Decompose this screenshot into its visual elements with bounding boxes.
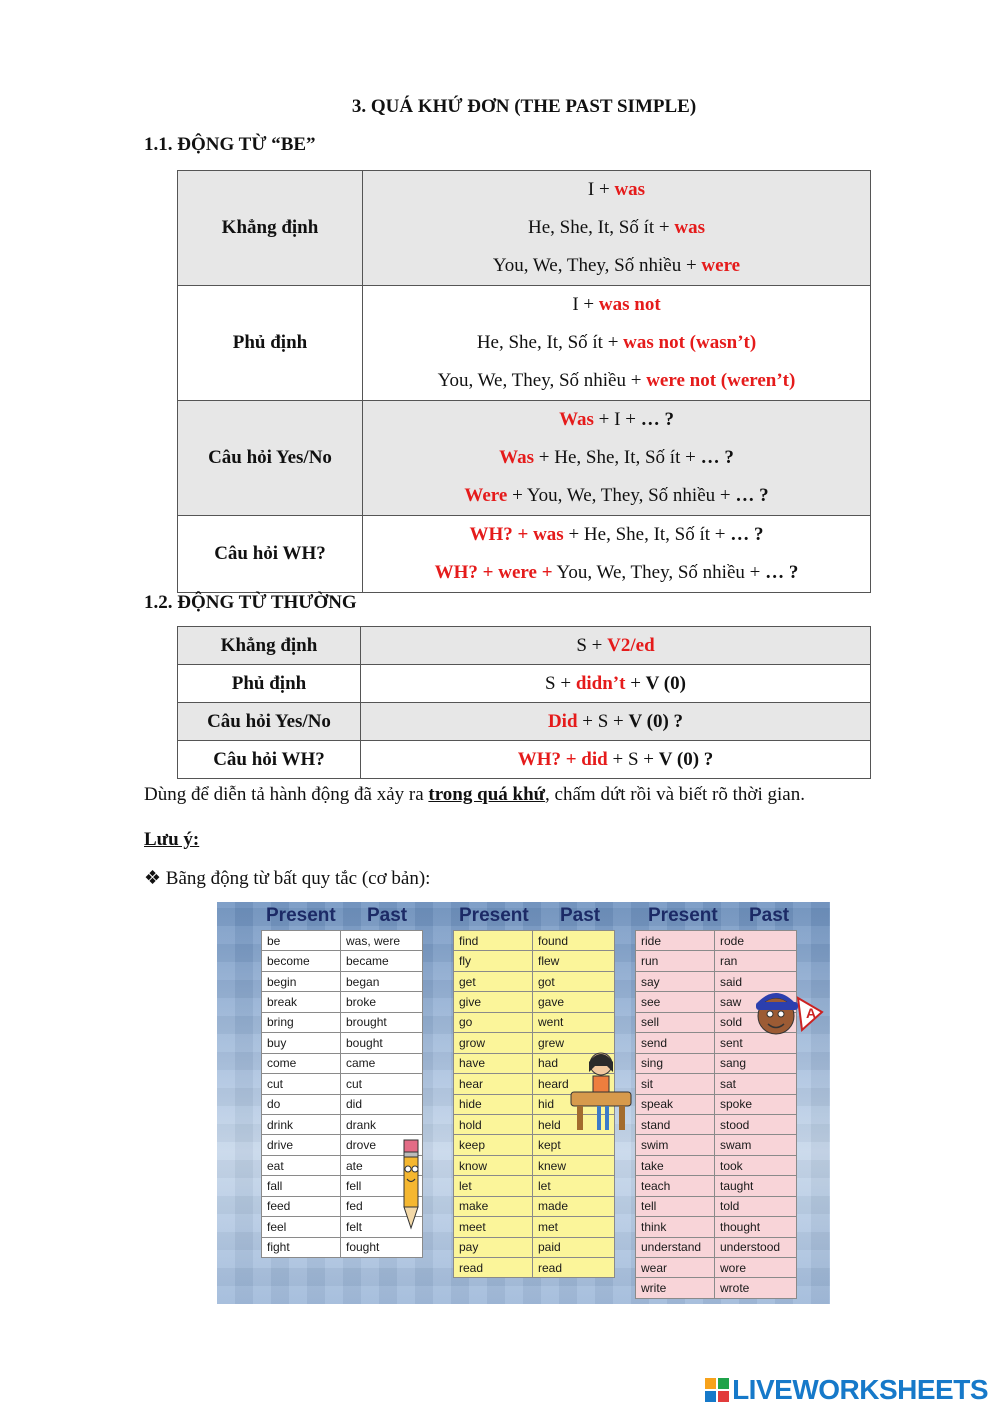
text-part: + S + bbox=[607, 748, 659, 770]
past-form: went bbox=[533, 1012, 615, 1032]
girl-at-desk-icon bbox=[567, 1048, 637, 1144]
past-form: fell bbox=[341, 1176, 423, 1196]
highlight-text: was bbox=[614, 179, 646, 200]
highlight-text: Did bbox=[547, 710, 578, 732]
present-form: drive bbox=[262, 1135, 341, 1155]
formula-line bbox=[363, 439, 870, 477]
verb-row bbox=[454, 931, 615, 951]
past-form: did bbox=[341, 1094, 423, 1114]
highlight-text: was bbox=[674, 217, 705, 238]
section-heading-regular: 1.2. ĐỘNG TỪ THƯỜNG bbox=[144, 592, 357, 613]
row-content bbox=[363, 286, 871, 401]
highlight-text: were not (weren’t) bbox=[646, 370, 796, 391]
highlight-text: Was bbox=[559, 409, 594, 430]
text-part: … ? bbox=[765, 562, 799, 583]
past-form: saw bbox=[715, 992, 797, 1012]
row-content bbox=[363, 171, 871, 286]
formula-line bbox=[363, 516, 870, 554]
table-row bbox=[178, 703, 871, 741]
present-form: keep bbox=[454, 1135, 533, 1155]
past-form: began bbox=[341, 971, 423, 991]
text-part: … ? bbox=[700, 447, 734, 468]
usage-emphasis: trong quá khứ bbox=[428, 784, 546, 805]
past-form: held bbox=[533, 1114, 615, 1134]
present-form: have bbox=[454, 1053, 533, 1073]
past-form: rode bbox=[715, 931, 797, 951]
past-form: broke bbox=[341, 992, 423, 1012]
usage-paragraph bbox=[144, 784, 805, 806]
text-part: You, We, They, Số nhiều + bbox=[437, 370, 647, 391]
table-row bbox=[178, 627, 871, 665]
past-form: fought bbox=[341, 1237, 423, 1257]
verb-row bbox=[454, 971, 615, 991]
present-form: fight bbox=[262, 1237, 341, 1257]
past-form: found bbox=[533, 931, 615, 951]
verb-row bbox=[454, 1217, 615, 1237]
header-past: Past bbox=[749, 905, 790, 926]
present-form: pay bbox=[454, 1237, 533, 1257]
past-form: knew bbox=[533, 1155, 615, 1175]
usage-text-end: , chấm dứt rồi và biết rõ thời gian. bbox=[545, 784, 805, 805]
past-form: stood bbox=[715, 1114, 797, 1134]
present-form: grow bbox=[454, 1033, 533, 1053]
past-form: grew bbox=[533, 1033, 615, 1053]
verb-row bbox=[262, 1237, 423, 1257]
verb-row bbox=[636, 951, 797, 971]
highlight-text: WH? + were + bbox=[434, 562, 553, 583]
verb-row bbox=[636, 1196, 797, 1216]
text-part: V (0) bbox=[645, 672, 686, 694]
present-form: let bbox=[454, 1176, 533, 1196]
present-form: come bbox=[262, 1053, 341, 1073]
logo-text: LIVEWORKSHEETS bbox=[732, 1374, 988, 1405]
liveworksheets-logo bbox=[704, 1374, 988, 1406]
verb-row bbox=[636, 1237, 797, 1257]
row-label: Câu hỏi Yes/No bbox=[178, 401, 363, 516]
present-form: make bbox=[454, 1196, 533, 1216]
present-form: stand bbox=[636, 1114, 715, 1134]
section-heading-be: 1.1. ĐỘNG TỪ “BE” bbox=[144, 134, 316, 155]
text-part: You, We, They, Số nhiều + bbox=[492, 255, 702, 276]
text-part: + You, We, They, Số nhiều + bbox=[507, 485, 736, 506]
text-part: He, She, It, Số ít + bbox=[476, 332, 624, 353]
present-form: say bbox=[636, 971, 715, 991]
text-part: S + bbox=[576, 634, 608, 656]
highlight-text: WH? + was bbox=[469, 524, 564, 545]
formula-line bbox=[363, 477, 870, 515]
verb-row bbox=[636, 1155, 797, 1175]
row-content bbox=[361, 741, 871, 779]
verb-row bbox=[454, 992, 615, 1012]
present-form: feed bbox=[262, 1196, 341, 1216]
present-form: hold bbox=[454, 1114, 533, 1134]
formula-line bbox=[363, 247, 870, 285]
present-form: find bbox=[454, 931, 533, 951]
usage-text: Dùng để diễn tả hành động đã xảy ra bbox=[144, 784, 429, 805]
verb-row bbox=[262, 1114, 423, 1134]
verb-row bbox=[636, 1258, 797, 1278]
table-row bbox=[178, 171, 871, 286]
past-form: took bbox=[715, 1155, 797, 1175]
present-form: bring bbox=[262, 1012, 341, 1032]
present-form: know bbox=[454, 1155, 533, 1175]
verb-row bbox=[636, 1094, 797, 1114]
text-part: + bbox=[625, 672, 646, 694]
verb-row bbox=[454, 1258, 615, 1278]
past-form: paid bbox=[533, 1237, 615, 1257]
verb-row bbox=[636, 1217, 797, 1237]
verb-row bbox=[636, 1176, 797, 1196]
past-form: ran bbox=[715, 951, 797, 971]
present-form: read bbox=[454, 1258, 533, 1278]
past-form: hid bbox=[533, 1094, 615, 1114]
note-label: Lưu ý: bbox=[144, 829, 200, 850]
past-form: told bbox=[715, 1196, 797, 1216]
past-form: brought bbox=[341, 1012, 423, 1032]
row-label: Câu hỏi Yes/No bbox=[178, 703, 361, 741]
present-form: feel bbox=[262, 1217, 341, 1237]
present-form: ride bbox=[636, 931, 715, 951]
highlight-text: WH? + did bbox=[517, 748, 608, 770]
formula-line bbox=[363, 554, 870, 592]
past-form: sold bbox=[715, 1012, 797, 1032]
highlight-text: didn’t bbox=[575, 672, 626, 694]
past-form: drank bbox=[341, 1114, 423, 1134]
present-form: get bbox=[454, 971, 533, 991]
present-form: take bbox=[636, 1155, 715, 1175]
regular-verb-table bbox=[177, 626, 871, 779]
verb-row bbox=[454, 1176, 615, 1196]
present-form: sing bbox=[636, 1053, 715, 1073]
header-present: Present bbox=[266, 905, 336, 926]
text-part: I + bbox=[572, 294, 599, 315]
header-past: Past bbox=[367, 905, 408, 926]
header-past: Past bbox=[560, 905, 601, 926]
past-form: drove bbox=[341, 1135, 423, 1155]
boy-with-pennant-icon bbox=[750, 978, 828, 1058]
verb-row bbox=[454, 1155, 615, 1175]
verb-row bbox=[636, 1278, 797, 1298]
present-form: swim bbox=[636, 1135, 715, 1155]
table-row bbox=[178, 741, 871, 779]
row-label: Khẳng định bbox=[178, 171, 363, 286]
verb-row bbox=[454, 1012, 615, 1032]
formula-line bbox=[363, 401, 870, 439]
past-form: understood bbox=[715, 1237, 797, 1257]
present-form: go bbox=[454, 1012, 533, 1032]
past-form: was, were bbox=[341, 931, 423, 951]
table-row bbox=[178, 516, 871, 593]
row-label: Phủ định bbox=[178, 286, 363, 401]
present-form: send bbox=[636, 1033, 715, 1053]
past-form: came bbox=[341, 1053, 423, 1073]
past-form: sang bbox=[715, 1053, 797, 1073]
past-form: swam bbox=[715, 1135, 797, 1155]
logo-grid-icon bbox=[704, 1377, 730, 1403]
row-label: Câu hỏi WH? bbox=[178, 516, 363, 593]
present-form: buy bbox=[262, 1033, 341, 1053]
past-form: heard bbox=[533, 1074, 615, 1094]
past-form: felt bbox=[341, 1217, 423, 1237]
verb-row bbox=[262, 931, 423, 951]
text-part: … ? bbox=[640, 409, 674, 430]
past-form: bought bbox=[341, 1033, 423, 1053]
present-form: become bbox=[262, 951, 341, 971]
present-form: sit bbox=[636, 1074, 715, 1094]
text-part: He, She, It, Số ít + bbox=[528, 217, 675, 238]
present-form: tell bbox=[636, 1196, 715, 1216]
verb-row bbox=[454, 1237, 615, 1257]
present-form: hear bbox=[454, 1074, 533, 1094]
present-form: sell bbox=[636, 1012, 715, 1032]
past-form: read bbox=[533, 1258, 615, 1278]
bullet-line bbox=[144, 867, 430, 890]
past-form: wore bbox=[715, 1258, 797, 1278]
present-form: understand bbox=[636, 1237, 715, 1257]
row-label: Phủ định bbox=[178, 665, 361, 703]
past-form: had bbox=[533, 1053, 615, 1073]
formula-line bbox=[363, 324, 870, 362]
present-form: fall bbox=[262, 1176, 341, 1196]
row-content bbox=[361, 627, 871, 665]
table-row bbox=[178, 401, 871, 516]
past-form: fed bbox=[341, 1196, 423, 1216]
past-form: sat bbox=[715, 1074, 797, 1094]
header-present: Present bbox=[459, 905, 529, 926]
highlight-text: Was bbox=[499, 447, 535, 468]
header-present: Present bbox=[648, 905, 718, 926]
present-form: cut bbox=[262, 1074, 341, 1094]
highlight-text: Were bbox=[464, 485, 508, 506]
formula-line bbox=[363, 209, 870, 247]
present-form: begin bbox=[262, 971, 341, 991]
verb-row bbox=[636, 1114, 797, 1134]
row-label: Câu hỏi WH? bbox=[178, 741, 361, 779]
highlight-text: were bbox=[701, 255, 741, 276]
present-form: think bbox=[636, 1217, 715, 1237]
text-part: … ? bbox=[730, 524, 764, 545]
bullet-text: Bãng động từ bất quy tắc (cơ bản): bbox=[165, 868, 431, 889]
past-form: met bbox=[533, 1217, 615, 1237]
verb-row bbox=[454, 1196, 615, 1216]
text-part: I + bbox=[587, 179, 615, 200]
bullet-icon: ❖ bbox=[144, 868, 162, 889]
past-form: taught bbox=[715, 1176, 797, 1196]
document-title: 3. QUÁ KHỨ ĐƠN (THE PAST SIMPLE) bbox=[351, 96, 697, 117]
text-part: … ? bbox=[735, 485, 769, 506]
verb-row bbox=[262, 1053, 423, 1073]
present-form: wear bbox=[636, 1258, 715, 1278]
verb-row bbox=[262, 971, 423, 991]
verb-row bbox=[636, 931, 797, 951]
row-content bbox=[361, 703, 871, 741]
highlight-text: V2/ed bbox=[607, 634, 655, 656]
verb-row bbox=[262, 992, 423, 1012]
row-label: Khẳng định bbox=[178, 627, 361, 665]
present-form: meet bbox=[454, 1217, 533, 1237]
row-content bbox=[361, 665, 871, 703]
present-form: drink bbox=[262, 1114, 341, 1134]
text-part: V (0) ? bbox=[658, 748, 714, 770]
formula-line bbox=[363, 286, 870, 324]
irregular-verbs-chart bbox=[217, 902, 830, 1304]
verb-row bbox=[262, 1074, 423, 1094]
text-part: + He, She, It, Số ít + bbox=[563, 524, 731, 545]
present-form: teach bbox=[636, 1176, 715, 1196]
verb-row bbox=[262, 1012, 423, 1032]
pennant-letter: A bbox=[806, 1005, 817, 1021]
present-form: speak bbox=[636, 1094, 715, 1114]
row-content bbox=[363, 401, 871, 516]
pencil-cartoon-icon bbox=[392, 1136, 432, 1232]
present-form: give bbox=[454, 992, 533, 1012]
past-form: kept bbox=[533, 1135, 615, 1155]
past-form: thought bbox=[715, 1217, 797, 1237]
past-form: flew bbox=[533, 951, 615, 971]
verb-row bbox=[262, 1033, 423, 1053]
past-form: spoke bbox=[715, 1094, 797, 1114]
past-form: cut bbox=[341, 1074, 423, 1094]
text-part: V (0) ? bbox=[628, 710, 684, 732]
present-form: write bbox=[636, 1278, 715, 1298]
present-form: eat bbox=[262, 1155, 341, 1175]
present-form: break bbox=[262, 992, 341, 1012]
verb-row bbox=[454, 951, 615, 971]
past-form: became bbox=[341, 951, 423, 971]
present-form: run bbox=[636, 951, 715, 971]
text-part: S + bbox=[545, 672, 576, 694]
present-form: do bbox=[262, 1094, 341, 1114]
past-form: let bbox=[533, 1176, 615, 1196]
highlight-text: was not bbox=[598, 294, 661, 315]
past-form: wrote bbox=[715, 1278, 797, 1298]
present-form: fly bbox=[454, 951, 533, 971]
text-part: You, We, They, Số nhiều + bbox=[552, 562, 766, 583]
be-verb-table bbox=[177, 170, 871, 593]
verb-row bbox=[636, 1135, 797, 1155]
table-row bbox=[178, 665, 871, 703]
formula-line bbox=[363, 362, 870, 400]
present-form: hide bbox=[454, 1094, 533, 1114]
text-part: + I + bbox=[593, 409, 641, 430]
past-form: ate bbox=[341, 1155, 423, 1175]
text-part: + He, She, It, Số ít + bbox=[534, 447, 701, 468]
present-form: see bbox=[636, 992, 715, 1012]
past-form: got bbox=[533, 971, 615, 991]
row-content bbox=[363, 516, 871, 593]
verb-row bbox=[636, 1074, 797, 1094]
present-form: be bbox=[262, 931, 341, 951]
formula-line bbox=[363, 171, 870, 209]
past-form: gave bbox=[533, 992, 615, 1012]
past-form: sent bbox=[715, 1033, 797, 1053]
highlight-text: was not (wasn’t) bbox=[623, 332, 757, 353]
verb-row bbox=[262, 951, 423, 971]
text-part: + S + bbox=[577, 710, 629, 732]
verb-row bbox=[262, 1094, 423, 1114]
table-row bbox=[178, 286, 871, 401]
past-form: made bbox=[533, 1196, 615, 1216]
past-form: said bbox=[715, 971, 797, 991]
